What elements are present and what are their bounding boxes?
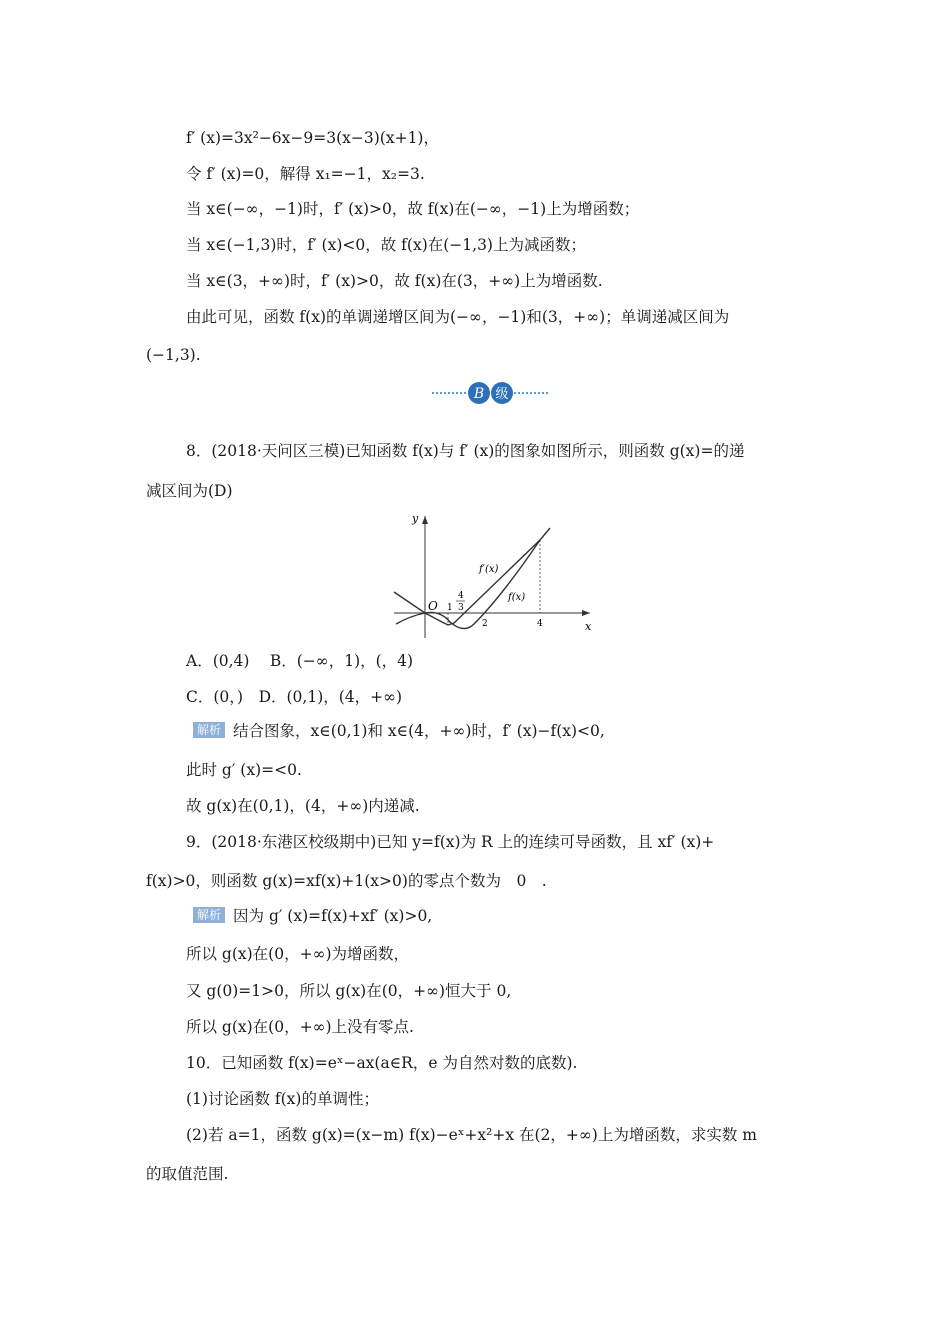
solution-tag: 解析 [193,907,225,923]
solution-tag: 解析 [193,722,225,738]
text-line: f′ (x)=3x²−6x−9=3(x−3)(x+1)， [186,129,439,147]
f-curve [396,540,540,629]
question-8-line: 减区间为(D) [146,482,233,500]
question-8-line: 8．(2018·天问区三模)已知函数 f(x)与 f′ (x)的图象如图所示，则函数 g(x)=的递 [186,442,745,460]
f-prime-curve [394,528,550,625]
text-line: 令 f′ (x)=0，解得 x₁=−1，x₂=3. [186,165,425,183]
text-line: (−1,3). [146,346,201,364]
question-10-line: (2)若 a=1，函数 g(x)=(x−m) f(x)−eˣ+x²+x 在(2，+∞)上为增函数，求实数 m [186,1126,757,1144]
section-text: 级 [495,387,509,402]
option-line: C．(0，) D．(0,1)，(4，+∞) [186,688,403,706]
text-line: 当 x∈(−1,3)时，f′ (x)<0，故 f(x)在(−1,3)上为减函数； [186,236,586,254]
svg-text:f(x): f(x) [508,592,526,603]
solution-text: 因为 g′ (x)=f(x)+xf′ (x)>0, [233,907,433,925]
text-line: 当 x∈(3，+∞)时，f′ (x)>0，故 f(x)在(3，+∞)上为增函数. [186,272,603,290]
svg-text:y: y [412,512,419,525]
svg-text:4: 4 [458,591,464,601]
svg-text:3: 3 [458,603,464,613]
svg-text:f′(x): f′(x) [479,564,499,575]
solution-line: 所以 g(x)在(0，+∞)为增函数， [186,945,410,963]
section-divider-b [430,380,550,406]
solution-line: 又 g(0)=1>0，所以 g(x)在(0，+∞)恒大于 0, [186,982,512,1000]
question-10-line: 10．已知函数 f(x)=eˣ−ax(a∈R，e 为自然对数的底数). [186,1054,578,1072]
svg-text:2: 2 [482,619,488,629]
function-graph [392,510,602,640]
section-letter: B [473,386,485,402]
solution-line: 故 g(x)在(0,1)，(4，+∞)内递减. [186,797,420,815]
solution-line [193,720,605,742]
question-9-line: f(x)>0，则函数 g(x)=xf(x)+1(x>0)的零点个数为 0 . [146,872,547,890]
text-line: 由此可见，函数 f(x)的单调递增区间为(−∞，−1)和(3，+∞)；单调递减区间为 [186,308,730,326]
svg-text:x: x [585,620,592,633]
solution-text: 结合图象，x∈(0,1)和 x∈(4，+∞)时，f′ (x)−f(x)<0, [233,722,605,740]
solution-line: 所以 g(x)在(0，+∞)上没有零点. [186,1018,414,1036]
question-10-line: 的取值范围. [146,1165,229,1183]
svg-text:O: O [428,599,438,613]
solution-line [193,905,432,927]
question-9-line: 9．(2018·东港区校级期中)已知 y=f(x)为 R 上的连续可导函数，且 xf′ (x)+ [186,833,715,851]
option-line: A．(0,4) B．(−∞，1)，(，4) [186,652,414,670]
text-line: 当 x∈(−∞，−1)时，f′ (x)>0，故 f(x)在(−∞，−1)上为增函数； [186,200,640,218]
solution-line: 此时 g′ (x)=<0. [186,761,302,779]
svg-text:4: 4 [537,619,543,629]
question-10-line: (1)讨论函数 f(x)的单调性； [186,1090,379,1108]
svg-text:1: 1 [447,603,453,613]
